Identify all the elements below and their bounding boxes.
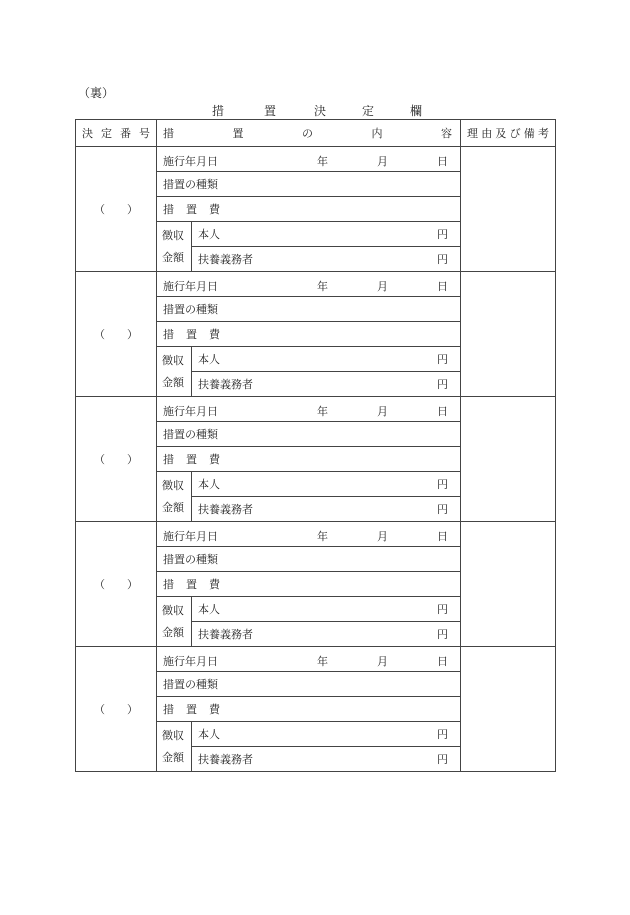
remarks-cell[interactable] bbox=[461, 272, 556, 397]
self-amount-cell[interactable]: 本人 円 bbox=[192, 222, 461, 247]
block-row-date bbox=[76, 272, 556, 297]
execution-date-cell[interactable]: 施行年月日 年 月 日 bbox=[157, 397, 461, 422]
measure-cost-cell[interactable]: 措 置 費 bbox=[157, 572, 461, 597]
header-decision-number: 決 定 番 号 bbox=[76, 120, 157, 147]
title-char: 定 bbox=[362, 104, 375, 118]
execution-date-cell[interactable]: 施行年月日 年 月 日 bbox=[157, 147, 461, 172]
supporter-amount-cell[interactable]: 扶養義務者 円 bbox=[192, 747, 461, 772]
execution-date-cell[interactable]: 施行年月日 年 月 日 bbox=[157, 647, 461, 672]
title-char: 置 bbox=[264, 104, 277, 118]
collection-amount-caption: 徴収 金額 bbox=[157, 222, 192, 272]
self-amount-cell[interactable]: 本人 円 bbox=[192, 472, 461, 497]
header-remarks: 理 由 及 び 備 考 bbox=[461, 120, 556, 147]
title-char: 欄 bbox=[410, 104, 423, 118]
measure-cost-cell[interactable]: 措 置 費 bbox=[157, 322, 461, 347]
decision-number-cell[interactable]: （ ） bbox=[76, 647, 157, 772]
decision-number-cell[interactable]: （ ） bbox=[76, 147, 157, 272]
self-amount-cell[interactable]: 本人 円 bbox=[192, 597, 461, 622]
header-measure-content: 措 置 の 内 容 bbox=[157, 120, 461, 147]
measure-cost-cell[interactable]: 措 置 費 bbox=[157, 197, 461, 222]
supporter-amount-cell[interactable]: 扶養義務者 円 bbox=[192, 497, 461, 522]
execution-date-cell[interactable]: 施行年月日 年 月 日 bbox=[157, 522, 461, 547]
remarks-cell[interactable] bbox=[461, 522, 556, 647]
supporter-amount-cell[interactable]: 扶養義務者 円 bbox=[192, 622, 461, 647]
block-row-date bbox=[76, 147, 556, 172]
remarks-cell[interactable] bbox=[461, 147, 556, 272]
title-char: 措 bbox=[212, 104, 225, 118]
measure-type-cell[interactable]: 措置の種類 bbox=[157, 672, 461, 697]
header-row bbox=[76, 120, 556, 147]
execution-date-cell[interactable]: 施行年月日 年 月 日 bbox=[157, 272, 461, 297]
decision-number-cell[interactable]: （ ） bbox=[76, 522, 157, 647]
remarks-cell[interactable] bbox=[461, 397, 556, 522]
collection-amount-caption: 徴収 金額 bbox=[157, 347, 192, 397]
block-row-date bbox=[76, 522, 556, 547]
supporter-amount-cell[interactable]: 扶養義務者 円 bbox=[192, 372, 461, 397]
self-amount-cell[interactable]: 本人 円 bbox=[192, 347, 461, 372]
collection-amount-caption: 徴収 金額 bbox=[157, 472, 192, 522]
title-char: 決 bbox=[314, 104, 327, 118]
supporter-amount-cell[interactable]: 扶養義務者 円 bbox=[192, 247, 461, 272]
block-row-date bbox=[76, 647, 556, 672]
measure-cost-cell[interactable]: 措 置 費 bbox=[157, 697, 461, 722]
collection-amount-caption: 徴収 金額 bbox=[157, 722, 192, 772]
remarks-cell[interactable] bbox=[461, 647, 556, 772]
self-amount-cell[interactable]: 本人 円 bbox=[192, 722, 461, 747]
decision-number-cell[interactable]: （ ） bbox=[76, 397, 157, 522]
measure-cost-cell[interactable]: 措 置 費 bbox=[157, 447, 461, 472]
measure-decision-table bbox=[75, 119, 556, 772]
collection-amount-caption: 徴収 金額 bbox=[157, 597, 192, 647]
side-label: （裏） bbox=[78, 86, 115, 100]
decision-number-cell[interactable]: （ ） bbox=[76, 272, 157, 397]
measure-type-cell[interactable]: 措置の種類 bbox=[157, 547, 461, 572]
block-row-date bbox=[76, 397, 556, 422]
measure-type-cell[interactable]: 措置の種類 bbox=[157, 172, 461, 197]
measure-type-cell[interactable]: 措置の種類 bbox=[157, 422, 461, 447]
measure-type-cell[interactable]: 措置の種類 bbox=[157, 297, 461, 322]
